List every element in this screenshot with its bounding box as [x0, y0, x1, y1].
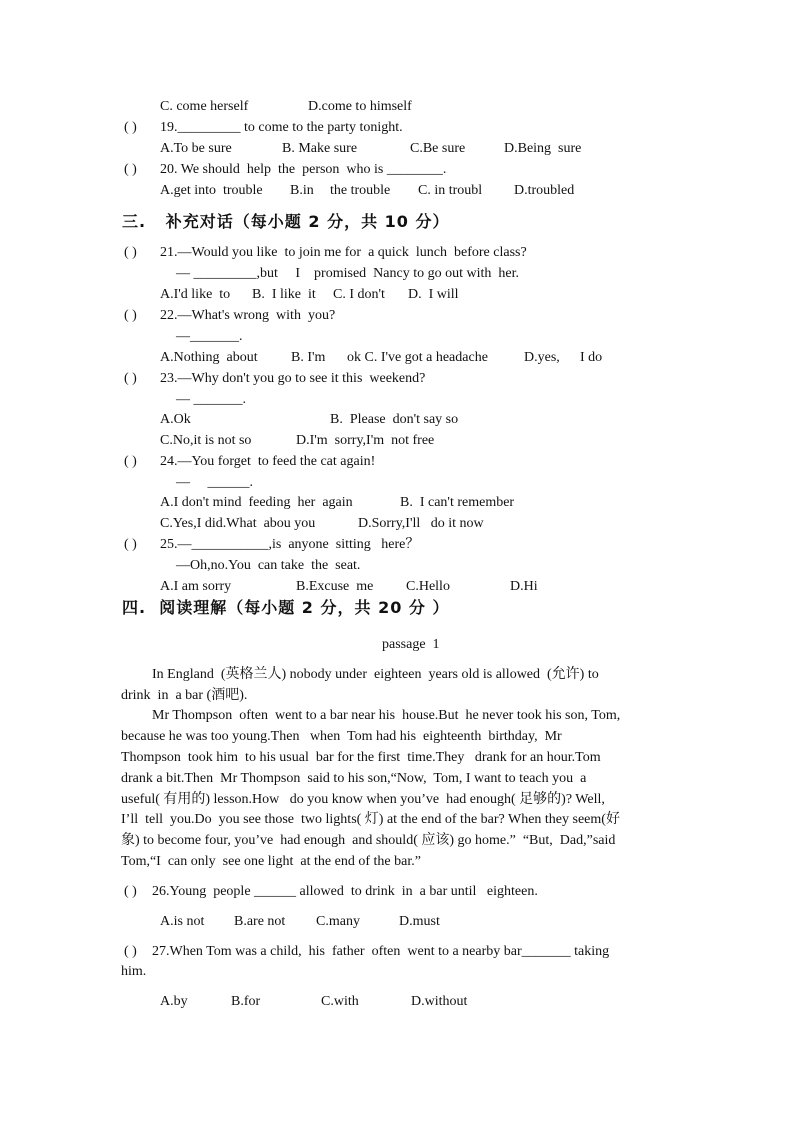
q27-option-b: B.for — [231, 994, 261, 1009]
q22-option-a: A.Nothing about — [160, 350, 258, 365]
q23-option-a: A.Ok — [160, 412, 191, 427]
q22-option-c: ok C. I've got a headache — [347, 350, 488, 365]
passage-para2-line1: Mr Thompson often went to a bar near his house.But he never took his son, Tom, — [152, 708, 621, 723]
q27-stem: 27.When Tom was a child, his father often went to a nearby bar_______ taking — [152, 944, 610, 959]
q23-stem: 23.—Why don't you go to see it this weekend? — [160, 371, 426, 386]
q26-option-d: D.must — [399, 914, 440, 929]
passage-para2-line6: I’ll tell you.Do you see those two lights( 灯) at the end of the bar? When they seem(好 — [121, 812, 620, 827]
q21-stem: 21.—Would you like to join me for a quick lunch before class? — [160, 245, 527, 260]
q26-option-c: C.many — [316, 914, 360, 929]
q20-option-c: C. in troubl — [418, 183, 483, 198]
q26-option-b: B.are not — [234, 914, 286, 929]
passage-para2-line2: because he was too young.Then when Tom had his eighteenth birthday, Mr — [121, 729, 562, 744]
q21-option-a: A.I'd like to — [160, 287, 231, 302]
q24-option-c: C.Yes,I did.What abou you — [160, 516, 316, 531]
q20-option-b: B.in — [290, 183, 314, 198]
passage-title: passage 1 — [382, 637, 440, 652]
q19-option-a: A.To be sure — [160, 141, 232, 156]
q22-option-d-cont: I do — [580, 350, 603, 365]
passage-para1-line1: In England (英格兰人) nobody under eighteen years old is allowed (允许) to — [152, 667, 599, 682]
q27-option-c: C.with — [321, 994, 359, 1009]
passage-para2-line7: 象) to become four, you’ve had enough and should( 应该) go home.” “But, Dad,”said — [121, 833, 616, 848]
q27-stem-cont: him. — [121, 964, 147, 979]
q24-option-d: D.Sorry,I'll do it now — [358, 516, 484, 531]
q25-option-c: C.Hello — [406, 579, 450, 594]
q21-paren: ( ) — [124, 245, 137, 260]
q23-option-c: C.No,it is not so — [160, 433, 252, 448]
q21-option-d: D. I will — [408, 287, 459, 302]
q24-paren: ( ) — [124, 454, 137, 469]
q25-paren: ( ) — [124, 537, 137, 552]
passage-para2-line8: Tom,“I can only see one light at the end of the bar.” — [121, 854, 421, 869]
q21-option-b: B. I like it — [252, 287, 316, 302]
q20-paren: ( ) — [124, 162, 137, 177]
q22-reply: —_______. — [176, 329, 243, 344]
q25-option-a: A.I am sorry — [160, 579, 232, 594]
q19-option-b: B. Make sure — [282, 141, 358, 156]
q22-option-d: D.yes, — [524, 350, 560, 365]
q26-paren: ( ) — [124, 884, 137, 899]
q21-option-c: C. I don't — [333, 287, 385, 302]
q19-option-c: C.Be sure — [410, 141, 466, 156]
q24-stem: 24.—You forget to feed the cat again! — [160, 454, 376, 469]
q22-option-b: B. I'm — [291, 350, 326, 365]
q24-reply: — ______. — [176, 475, 253, 490]
passage-para2-line5: useful( 有用的) lesson.How do you know when you’ve had enough( 足够的)? Well, — [121, 792, 605, 807]
q19-paren: ( ) — [124, 120, 137, 135]
q23-reply: — _______. — [176, 392, 246, 407]
q22-paren: ( ) — [124, 308, 137, 323]
q18-option-d: D.come to himself — [308, 99, 412, 114]
q27-paren: ( ) — [124, 944, 137, 959]
q20-option-b-cont: the trouble — [330, 183, 391, 198]
q26-option-a: A.is not — [160, 914, 205, 929]
section4-heading: 四. 阅读理解（每小题 2 分，共 20 分 ） — [122, 598, 450, 617]
q20-option-d: D.troubled — [514, 183, 575, 198]
q22-stem: 22.—What's wrong with you? — [160, 308, 336, 323]
q25-option-b: B.Excuse me — [296, 579, 374, 594]
q19-stem: 19._________ to come to the party tonight. — [160, 120, 403, 135]
q18-option-c: C. come herself — [160, 99, 249, 114]
q26-stem: 26.Young people ______ allowed to drink in a bar until eighteen. — [152, 884, 538, 899]
q21-reply: — _________,but I promised Nancy to go out with her. — [176, 266, 519, 281]
q23-paren: ( ) — [124, 371, 137, 386]
q24-option-b: B. I can't remember — [400, 495, 515, 510]
q23-option-d: D.I'm sorry,I'm not free — [296, 433, 435, 448]
q25-option-d: D.Hi — [510, 579, 538, 594]
q25-stem: 25.—___________,is anyone sitting here？ — [160, 537, 420, 552]
q20-option-a: A.get into trouble — [160, 183, 263, 198]
q23-option-b: B. Please don't say so — [330, 412, 459, 427]
q20-stem: 20. We should help the person who is ________. — [160, 162, 447, 177]
q27-option-a: A.by — [160, 994, 188, 1009]
passage-para2-line3: Thompson took him to his usual bar for the first time.They drank for an hour.Tom — [121, 750, 601, 765]
q24-option-a: A.I don't mind feeding her again — [160, 495, 353, 510]
q25-reply: —Oh,no.You can take the seat. — [176, 558, 361, 573]
passage-para2-line4: drank a bit.Then Mr Thompson said to his son,“Now, Tom, I want to teach you a — [121, 771, 587, 786]
section3-heading: 三. 补充对话（每小题 2 分，共 10 分） — [122, 212, 450, 231]
q27-option-d: D.without — [411, 994, 468, 1009]
q19-option-d: D.Being sure — [504, 141, 582, 156]
passage-para1-line2: drink in a bar (酒吧). — [121, 688, 248, 703]
